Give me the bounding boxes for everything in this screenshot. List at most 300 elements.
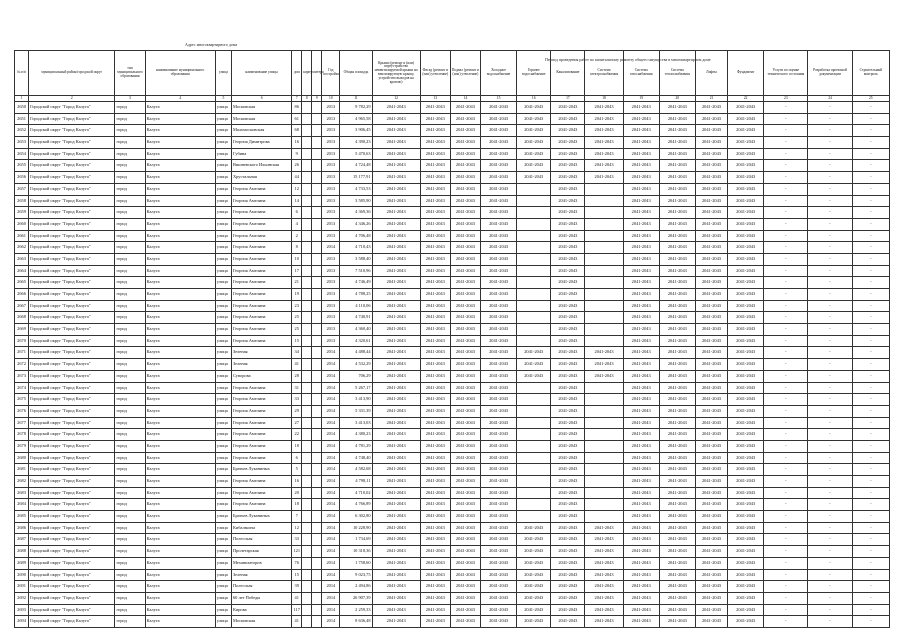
settlement-name-cell: Калуга: [145, 265, 215, 277]
district-cell: Городской округ "Город Калуга": [29, 569, 115, 581]
work-period-cell: 2041-2043: [450, 277, 480, 289]
work-period-cell: 2041-2043: [372, 148, 420, 160]
settlement-name-cell: Калуга: [145, 277, 215, 289]
work-period-cell: 2041-2043: [372, 137, 420, 149]
column-number: 5: [215, 96, 231, 102]
work-period-cell: 2041-2043: [659, 511, 695, 523]
district-cell: Городской округ "Город Калуга": [29, 218, 115, 230]
work-period-cell: 2041-2043: [659, 569, 695, 581]
work-period-cell: 2041-2043: [659, 312, 695, 324]
street-type-cell: улица: [215, 289, 231, 301]
total-area-cell: 3 585,90: [340, 195, 372, 207]
street-name-cell: Московская: [231, 616, 291, 628]
street-type-cell: улица: [215, 253, 231, 265]
work-period-cell: 2041-2043: [728, 569, 764, 581]
total-area-cell: 3 413,03: [340, 417, 372, 429]
work-period-cell: 2041-2043: [728, 440, 764, 452]
empty-cell: [302, 137, 312, 149]
work-period-cell: 2041-2043: [450, 581, 480, 593]
total-area-cell: 7 510,96: [340, 265, 372, 277]
work-period-cell: 2041-2043: [372, 546, 420, 558]
settlement-name-cell: Калуга: [145, 394, 215, 406]
build-year-cell: 2013: [322, 277, 340, 289]
empty-cell: [312, 546, 322, 558]
house-number-cell: 29: [292, 405, 302, 417]
row-number: 2668: [15, 312, 29, 324]
work-period-cell: 2041-2043: [517, 370, 551, 382]
work-period-cell: 2041-2043: [585, 125, 623, 137]
settlement-type-cell: город: [115, 230, 145, 242]
empty-cell: [312, 511, 322, 523]
total-area-cell: 26 907,39: [340, 592, 372, 604]
empty-cell: [312, 137, 322, 149]
work-period-cell: 2041-2043: [728, 335, 764, 347]
dash-cell: -: [764, 546, 808, 558]
work-period-cell: 2041-2043: [659, 113, 695, 125]
work-period-cell: 2041-2043: [420, 464, 450, 476]
work-period-cell: 2041-2043: [695, 300, 727, 312]
dash-cell: -: [852, 592, 889, 604]
work-period-cell: 2041-2043: [450, 604, 480, 616]
work-period-cell: 2041-2043: [372, 359, 420, 371]
work-period-cell: 2041-2043: [728, 616, 764, 628]
work-period-cell: 2041-2043: [585, 581, 623, 593]
dash-cell: -: [808, 394, 852, 406]
work-period-cell: 2041-2043: [420, 207, 450, 219]
build-year-cell: 2014: [322, 405, 340, 417]
work-period-cell: 2041-2043: [728, 300, 764, 312]
work-period-cell: [517, 335, 551, 347]
work-period-cell: 2041-2043: [372, 522, 420, 534]
row-number: 2675: [15, 394, 29, 406]
total-area-cell: 4 582,68: [340, 464, 372, 476]
street-type-cell: улица: [215, 277, 231, 289]
empty-cell: [302, 440, 312, 452]
dash-cell: -: [764, 534, 808, 546]
empty-cell: [302, 581, 312, 593]
dash-cell: -: [852, 370, 889, 382]
table-row: [15, 487, 890, 499]
work-period-cell: 2041-2043: [695, 452, 727, 464]
work-period-cell: 2041-2043: [450, 324, 480, 336]
work-period-cell: 2041-2043: [450, 569, 480, 581]
build-year-cell: 2013: [322, 125, 340, 137]
dash-cell: -: [852, 405, 889, 417]
work-period-cell: 2041-2043: [551, 207, 585, 219]
total-area-cell: 8 636,48: [340, 616, 372, 628]
work-period-cell: 2041-2043: [695, 160, 727, 172]
dash-cell: -: [852, 487, 889, 499]
dash-cell: -: [764, 218, 808, 230]
work-period-cell: 2041-2043: [481, 125, 517, 137]
work-period-cell: 2041-2043: [585, 172, 623, 184]
work-period-cell: 2041-2043: [728, 242, 764, 254]
empty-cell: [312, 440, 322, 452]
work-period-cell: 2041-2043: [659, 359, 695, 371]
capital-repair-table: [14, 50, 890, 628]
total-area-cell: 1 758,60: [340, 557, 372, 569]
settlement-type-cell: город: [115, 487, 145, 499]
table-row: [15, 569, 890, 581]
work-period-cell: 2041-2043: [551, 277, 585, 289]
work-period-cell: 2041-2043: [623, 476, 659, 488]
dash-cell: -: [764, 230, 808, 242]
settlement-type-cell: город: [115, 405, 145, 417]
work-period-cell: [585, 183, 623, 195]
total-area-cell: 9 023,75: [340, 569, 372, 581]
column-header: тип муниципального образования: [115, 51, 145, 96]
dash-cell: -: [852, 277, 889, 289]
empty-cell: [312, 616, 322, 628]
dash-cell: -: [808, 440, 852, 452]
district-cell: Городской округ "Город Калуга": [29, 370, 115, 382]
row-number: 2682: [15, 476, 29, 488]
work-period-cell: 2041-2043: [420, 172, 450, 184]
street-type-cell: улица: [215, 476, 231, 488]
work-period-cell: [517, 452, 551, 464]
work-period-cell: 2041-2043: [420, 289, 450, 301]
work-period-cell: 2041-2043: [728, 289, 764, 301]
empty-cell: [302, 160, 312, 172]
build-year-cell: 2013: [322, 137, 340, 149]
dash-cell: -: [852, 394, 889, 406]
table-row: [15, 534, 890, 546]
work-period-cell: 2041-2043: [420, 230, 450, 242]
district-cell: Городской округ "Город Калуга": [29, 394, 115, 406]
work-period-cell: 2041-2043: [659, 394, 695, 406]
empty-cell: [302, 102, 312, 114]
total-area-cell: 4 360,40: [340, 324, 372, 336]
work-period-cell: 2041-2043: [659, 546, 695, 558]
work-period-cell: 2041-2043: [450, 242, 480, 254]
work-period-cell: [585, 230, 623, 242]
work-period-cell: 2041-2043: [728, 113, 764, 125]
dash-cell: -: [808, 207, 852, 219]
street-type-cell: улица: [215, 102, 231, 114]
settlement-name-cell: Калуга: [145, 569, 215, 581]
dash-cell: -: [764, 464, 808, 476]
dash-cell: -: [852, 125, 889, 137]
dash-cell: -: [764, 195, 808, 207]
dash-cell: -: [808, 265, 852, 277]
work-period-cell: 2041-2043: [420, 511, 450, 523]
work-period-cell: 2041-2043: [728, 370, 764, 382]
empty-cell: [302, 183, 312, 195]
work-period-cell: 2041-2043: [450, 172, 480, 184]
settlement-name-cell: Калуга: [145, 440, 215, 452]
house-number-cell: 27: [292, 417, 302, 429]
column-header: Разработка проектной документации: [808, 51, 852, 96]
street-name-cell: Георгия Амелина: [231, 452, 291, 464]
house-number-cell: 44: [292, 172, 302, 184]
work-period-cell: 2041-2043: [659, 499, 695, 511]
total-area-cell: 5 331,39: [340, 405, 372, 417]
settlement-type-cell: город: [115, 429, 145, 441]
settlement-name-cell: Калуга: [145, 429, 215, 441]
build-year-cell: 2014: [322, 522, 340, 534]
column-header: улица: [215, 51, 231, 96]
house-number-cell: 15: [292, 335, 302, 347]
table-row: [15, 125, 890, 137]
work-period-cell: 2041-2043: [659, 405, 695, 417]
empty-cell: [312, 405, 322, 417]
empty-cell: [302, 382, 312, 394]
work-period-cell: 2041-2043: [551, 359, 585, 371]
dash-cell: -: [808, 476, 852, 488]
total-area-cell: 3 906,45: [340, 125, 372, 137]
work-period-cell: 2041-2043: [659, 476, 695, 488]
row-number: 2658: [15, 195, 29, 207]
settlement-name-cell: Калуга: [145, 522, 215, 534]
total-area-cell: 4 781,29: [340, 440, 372, 452]
work-period-cell: 2041-2043: [372, 347, 420, 359]
dash-cell: -: [808, 230, 852, 242]
table-row: [15, 160, 890, 172]
row-number: 2663: [15, 253, 29, 265]
work-period-cell: 2041-2043: [659, 440, 695, 452]
work-period-cell: 2041-2043: [623, 230, 659, 242]
table-row: [15, 370, 890, 382]
work-period-cell: 2041-2043: [420, 476, 450, 488]
dash-cell: -: [852, 464, 889, 476]
work-period-cell: 2041-2043: [420, 487, 450, 499]
work-period-cell: 2041-2043: [551, 592, 585, 604]
work-period-cell: [585, 511, 623, 523]
table-row: [15, 218, 890, 230]
dash-cell: -: [852, 499, 889, 511]
table-row: [15, 277, 890, 289]
work-period-cell: 2041-2043: [481, 394, 517, 406]
empty-cell: [312, 370, 322, 382]
work-period-cell: 2041-2043: [551, 113, 585, 125]
work-period-cell: 2041-2043: [372, 102, 420, 114]
work-period-cell: 2041-2043: [695, 207, 727, 219]
row-number: 2660: [15, 218, 29, 230]
work-period-cell: 2041-2043: [585, 160, 623, 172]
street-type-cell: улица: [215, 382, 231, 394]
work-period-cell: 2041-2043: [623, 581, 659, 593]
work-period-cell: 2041-2043: [420, 218, 450, 230]
work-period-cell: 2041-2043: [450, 253, 480, 265]
street-type-cell: улица: [215, 592, 231, 604]
work-period-cell: 2041-2043: [551, 102, 585, 114]
dash-cell: -: [764, 511, 808, 523]
settlement-name-cell: Калуга: [145, 253, 215, 265]
district-cell: Городской округ "Город Калуга": [29, 289, 115, 301]
work-period-cell: 2041-2043: [481, 511, 517, 523]
work-period-cell: 2041-2043: [659, 218, 695, 230]
total-area-cell: 4 798,11: [340, 476, 372, 488]
table-row: [15, 242, 890, 254]
work-period-cell: 2041-2043: [481, 160, 517, 172]
total-area-cell: 4 965,58: [340, 113, 372, 125]
work-period-cell: 2041-2043: [551, 137, 585, 149]
settlement-name-cell: Калуга: [145, 616, 215, 628]
street-name-cell: Кирова: [231, 604, 291, 616]
empty-cell: [302, 429, 312, 441]
work-period-cell: 2041-2043: [728, 546, 764, 558]
dash-cell: -: [764, 382, 808, 394]
dash-cell: -: [764, 347, 808, 359]
empty-cell: [312, 277, 322, 289]
work-period-cell: 2041-2043: [517, 125, 551, 137]
work-period-cell: 2041-2043: [372, 312, 420, 324]
work-period-cell: 2041-2043: [372, 113, 420, 125]
dash-cell: -: [808, 557, 852, 569]
dash-cell: -: [852, 218, 889, 230]
row-number: 2661: [15, 230, 29, 242]
work-period-cell: 2041-2043: [551, 230, 585, 242]
work-period-cell: 2041-2043: [372, 324, 420, 336]
table-row: [15, 195, 890, 207]
work-period-cell: [517, 230, 551, 242]
settlement-name-cell: Калуга: [145, 148, 215, 160]
row-number: 2681: [15, 464, 29, 476]
build-year-cell: 2013: [322, 148, 340, 160]
work-period-cell: 2041-2043: [517, 113, 551, 125]
empty-cell: [302, 511, 312, 523]
settlement-type-cell: город: [115, 218, 145, 230]
house-number-cell: 5: [292, 464, 302, 476]
work-period-cell: 2041-2043: [450, 113, 480, 125]
work-period-cell: 2041-2043: [623, 569, 659, 581]
work-period-cell: 2041-2043: [450, 405, 480, 417]
total-area-cell: 10 228,90: [340, 522, 372, 534]
work-period-cell: [517, 195, 551, 207]
dash-cell: -: [852, 148, 889, 160]
work-period-cell: 2041-2043: [695, 125, 727, 137]
work-period-cell: 2041-2043: [481, 405, 517, 417]
house-number-cell: 12: [292, 183, 302, 195]
work-period-cell: 2041-2043: [695, 335, 727, 347]
empty-cell: [302, 592, 312, 604]
work-period-cell: 2041-2043: [659, 452, 695, 464]
work-period-cell: 2041-2043: [372, 160, 420, 172]
work-period-cell: 2041-2043: [728, 102, 764, 114]
dash-cell: -: [852, 522, 889, 534]
dash-cell: -: [852, 557, 889, 569]
street-name-cell: Георгия Амелина: [231, 382, 291, 394]
work-period-cell: 2041-2043: [420, 253, 450, 265]
work-period-cell: 2041-2043: [372, 289, 420, 301]
settlement-name-cell: Калуга: [145, 300, 215, 312]
column-header: муниципальный район/городской округ: [29, 51, 115, 96]
work-period-cell: [585, 464, 623, 476]
column-header: наименование муниципального образования: [145, 51, 215, 96]
empty-cell: [302, 300, 312, 312]
house-number-cell: 117: [292, 604, 302, 616]
settlement-type-cell: город: [115, 289, 145, 301]
build-year-cell: 2014: [322, 534, 340, 546]
district-cell: Городской округ "Город Калуга": [29, 359, 115, 371]
settlement-name-cell: Калуга: [145, 113, 215, 125]
work-period-cell: 2041-2043: [659, 300, 695, 312]
dash-cell: -: [852, 160, 889, 172]
work-period-cell: [585, 394, 623, 406]
work-period-cell: 2041-2043: [481, 300, 517, 312]
work-period-cell: 2041-2043: [450, 370, 480, 382]
dash-cell: -: [764, 569, 808, 581]
street-type-cell: улица: [215, 581, 231, 593]
empty-cell: [312, 382, 322, 394]
work-period-cell: 2041-2043: [728, 476, 764, 488]
dash-cell: -: [808, 464, 852, 476]
work-period-cell: [517, 324, 551, 336]
district-cell: Городской округ "Город Калуга": [29, 487, 115, 499]
street-type-cell: улица: [215, 569, 231, 581]
work-period-cell: 2041-2043: [420, 300, 450, 312]
work-period-cell: 2041-2043: [517, 172, 551, 184]
settlement-type-cell: город: [115, 604, 145, 616]
work-period-cell: 2041-2043: [659, 137, 695, 149]
work-period-cell: 2041-2043: [372, 569, 420, 581]
empty-cell: [302, 359, 312, 371]
work-period-cell: 2041-2043: [623, 616, 659, 628]
total-area-cell: 4 706,48: [340, 230, 372, 242]
table-row: [15, 300, 890, 312]
house-number-cell: 20: [292, 487, 302, 499]
build-year-cell: 2014: [322, 546, 340, 558]
work-period-cell: [585, 289, 623, 301]
work-period-cell: 2041-2043: [659, 557, 695, 569]
empty-cell: [312, 102, 322, 114]
work-period-cell: 2041-2043: [450, 160, 480, 172]
empty-cell: [312, 464, 322, 476]
dash-cell: -: [852, 289, 889, 301]
work-period-cell: [517, 464, 551, 476]
district-cell: Городской округ "Город Калуга": [29, 312, 115, 324]
dash-cell: -: [764, 253, 808, 265]
work-period-cell: [517, 207, 551, 219]
work-period-cell: 2041-2043: [481, 312, 517, 324]
work-period-cell: 2041-2043: [623, 347, 659, 359]
build-year-cell: 2013: [322, 300, 340, 312]
column-number: 7: [292, 96, 302, 102]
build-year-cell: 2013: [322, 218, 340, 230]
column-header: Система теплоснабжения: [659, 51, 695, 96]
house-number-cell: 16: [292, 476, 302, 488]
work-period-cell: 2041-2043: [695, 429, 727, 441]
dash-cell: -: [808, 312, 852, 324]
work-period-cell: 2041-2043: [551, 476, 585, 488]
dash-cell: -: [808, 253, 852, 265]
work-period-cell: 2041-2043: [481, 581, 517, 593]
dash-cell: -: [808, 487, 852, 499]
row-number: 2676: [15, 405, 29, 417]
work-period-cell: 2041-2043: [551, 569, 585, 581]
empty-cell: [312, 324, 322, 336]
work-period-cell: 2041-2043: [585, 592, 623, 604]
street-name-cell: Губина: [231, 148, 291, 160]
dash-cell: -: [852, 581, 889, 593]
work-period-cell: 2041-2043: [659, 417, 695, 429]
settlement-type-cell: город: [115, 312, 145, 324]
period-group-label: Период проведения работ по капитальному ремонту общего имущества в многоквартирном доме: [545, 57, 711, 62]
work-period-cell: 2041-2043: [728, 405, 764, 417]
work-period-cell: 2041-2043: [585, 370, 623, 382]
work-period-cell: 2041-2043: [659, 207, 695, 219]
row-number: 2666: [15, 289, 29, 301]
street-name-cell: Георгия Амелина: [231, 195, 291, 207]
row-number: 2685: [15, 511, 29, 523]
work-period-cell: 2041-2043: [420, 569, 450, 581]
house-number-cell: 4: [292, 218, 302, 230]
dash-cell: -: [852, 324, 889, 336]
work-period-cell: [517, 382, 551, 394]
work-period-cell: 2041-2043: [659, 289, 695, 301]
column-header: Система электроснабжения: [585, 51, 623, 96]
empty-cell: [302, 487, 312, 499]
